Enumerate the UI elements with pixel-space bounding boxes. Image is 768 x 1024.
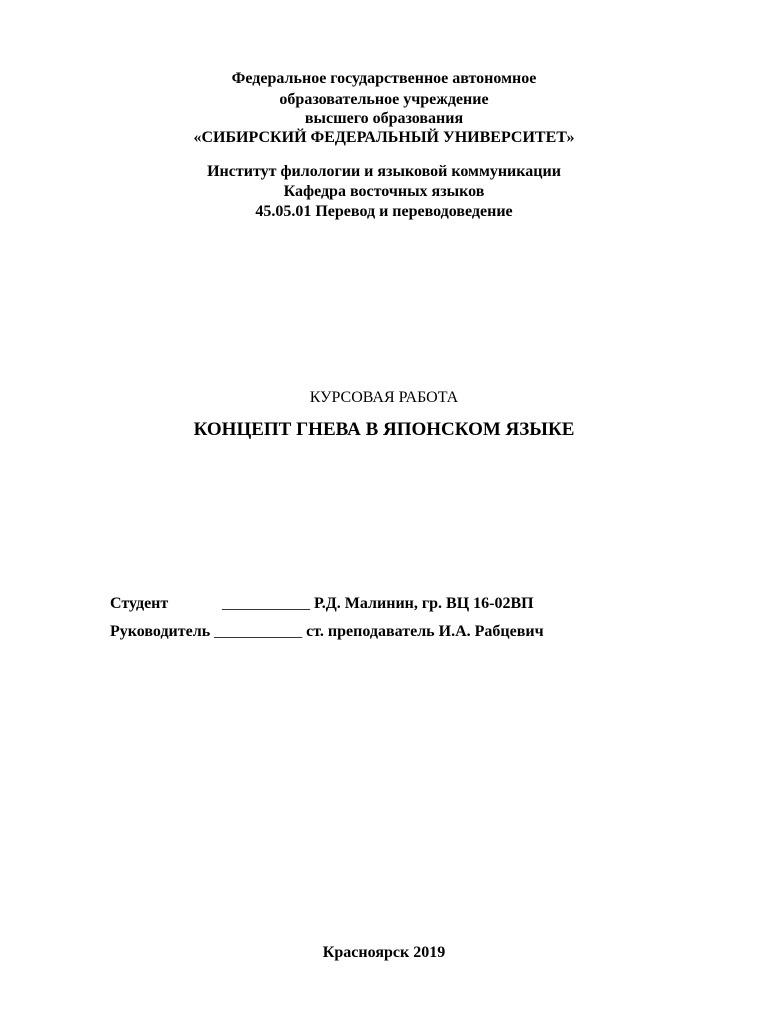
work-type: КУРСОВАЯ РАБОТА bbox=[309, 389, 459, 406]
header-line-3: высшего образования bbox=[304, 110, 464, 127]
institute-name: Институт филологии и языковой коммуникации bbox=[207, 163, 561, 180]
supervisor-signature-line: ___________ bbox=[214, 623, 303, 640]
specialty-name: 45.05.01 Перевод и переводоведение bbox=[255, 203, 513, 220]
header-line-1: Федеральное государственное автономное bbox=[231, 70, 537, 87]
supervisor-name: ст. преподаватель И.А. Рабцевич bbox=[306, 623, 544, 640]
student-signature-line: ___________ bbox=[222, 595, 310, 612]
student-name: Р.Д. Малинин, гр. ВЦ 16-02ВП bbox=[314, 595, 534, 612]
city-year: Красноярск 2019 bbox=[322, 944, 446, 961]
header-line-2: образовательное учреждение bbox=[279, 91, 489, 108]
university-name: «СИБИРСКИЙ ФЕДЕРАЛЬНЫЙ УНИВЕРСИТЕТ» bbox=[193, 129, 575, 146]
chair-name: Кафедра восточных языков bbox=[283, 183, 485, 200]
supervisor-role: Руководитель bbox=[110, 623, 211, 640]
student-role: Студент bbox=[110, 595, 169, 612]
work-title: КОНЦЕПТ ГНЕВА В ЯПОНСКОМ ЯЗЫКЕ bbox=[193, 419, 575, 440]
student-signature-row bbox=[110, 594, 534, 613]
supervisor-signature-row bbox=[110, 622, 544, 641]
